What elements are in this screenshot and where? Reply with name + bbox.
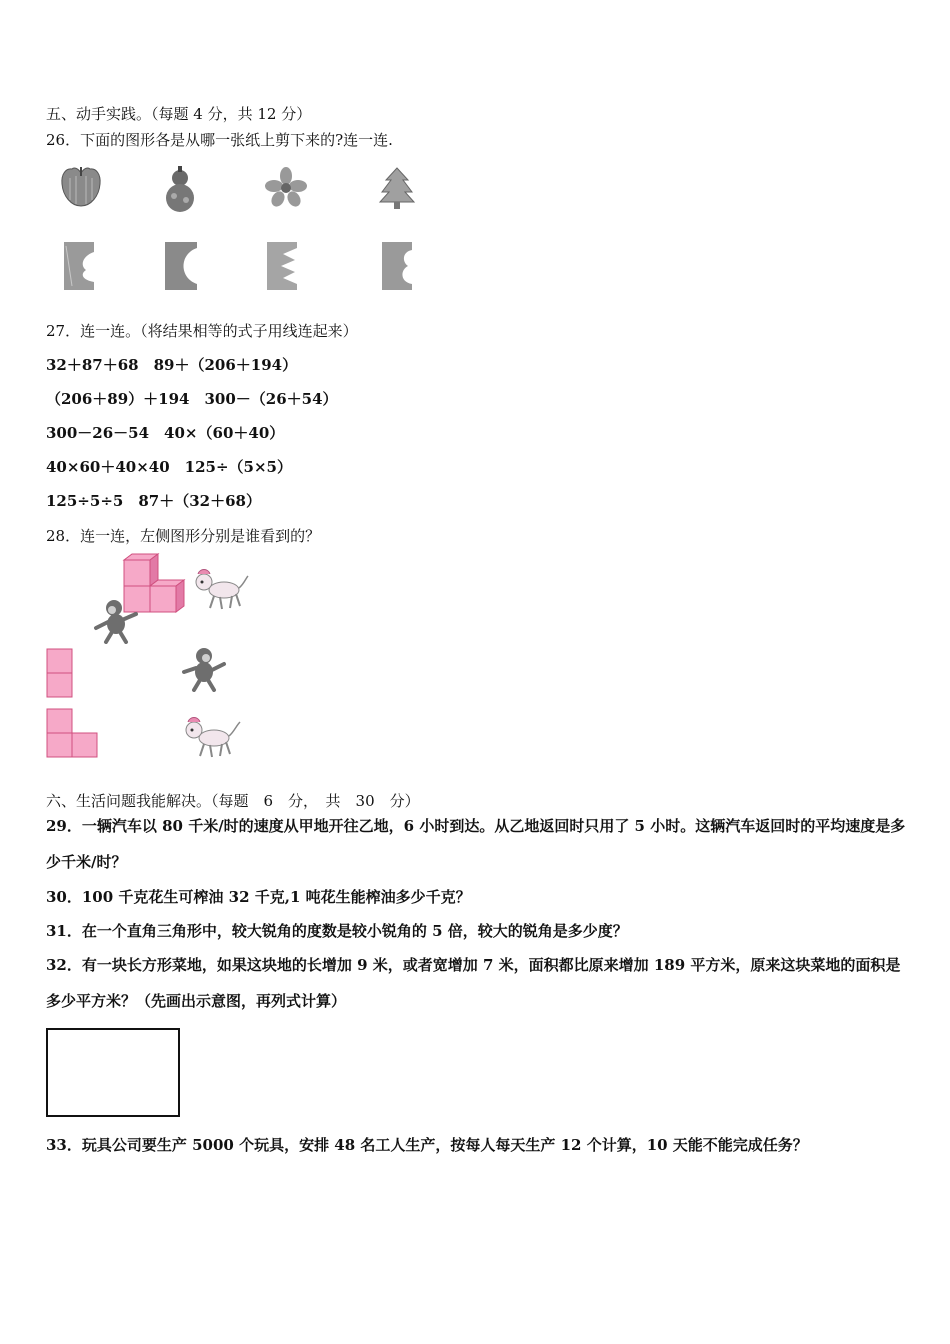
expression-row-4: 40×60＋40×40 125÷（5×5） [46, 458, 292, 476]
question-29: 29．一辆汽车以 80 千米/时的速度从甲地开往乙地，6 小时到达。从乙地返回时只用了 5 小时。这辆汽车返回时的平均速度是多少千米/时？ [46, 817, 906, 871]
apple-shape-icon [58, 164, 104, 210]
folded-paper-zigzag-cut-icon [265, 240, 299, 292]
expression-row-2: （206＋89）＋194 300－（26＋54） [46, 390, 338, 408]
monkey-icon [180, 646, 228, 692]
question-28: 28．连一连，左侧图形分别是谁看到的？ [46, 527, 321, 545]
folded-paper-leaf-cut-icon [62, 240, 96, 292]
section-heading-6: 六、生活问题我能解决。（每题 6 分， 共 30 分） [46, 792, 420, 810]
gourd-shape-icon [160, 164, 200, 214]
question-27: 27．连一连。（将结果相等的式子用线连起来） [46, 322, 358, 340]
question-31: 31．在一个直角三角形中，较大锐角的度数是较小锐角的 5 倍，较大的锐角是多少度？ [46, 922, 628, 940]
view-vertical-two-squares [46, 648, 74, 700]
folded-paper-crescent-cut-icon [163, 240, 199, 292]
view-l-shape-squares [46, 708, 100, 760]
expression-row-3: 300－26－54 40×（60＋40） [46, 424, 285, 442]
expression-row-5: 125÷5÷5 87＋（32＋68） [46, 492, 261, 510]
tree-shape-icon [378, 166, 416, 210]
answer-sketch-box [46, 1028, 180, 1117]
dog-icon [190, 566, 250, 612]
section-heading-5: 五、动手实践。（每题 4 分，共 12 分） [46, 105, 312, 123]
folded-paper-curve-cut-icon [380, 240, 414, 292]
question-32: 32．有一块长方形菜地，如果这块地的长增加 9 米，或者宽增加 7 米，面积都比原来增加 189 平方米，原来这块菜地的面积是多少平方米？（先画出示意图，再列式计算） [46, 956, 901, 1010]
question-26: 26．下面的图形各是从哪一张纸上剪下来的?连一连. [46, 131, 393, 149]
dog-icon [180, 714, 242, 760]
flower-shape-icon [263, 166, 309, 208]
monkey-icon [92, 598, 140, 644]
question-30: 30．100 千克花生可榨油 32 千克,1 吨花生能榨油多少千克？ [46, 888, 471, 906]
question-33: 33．玩具公司要生产 5000 个玩具，安排 48 名工人生产，按每人每天生产 12 个计算，10 天能不能完成任务？ [46, 1136, 808, 1154]
expression-row-1: 32＋87＋68 89＋（206＋194） [46, 356, 298, 374]
